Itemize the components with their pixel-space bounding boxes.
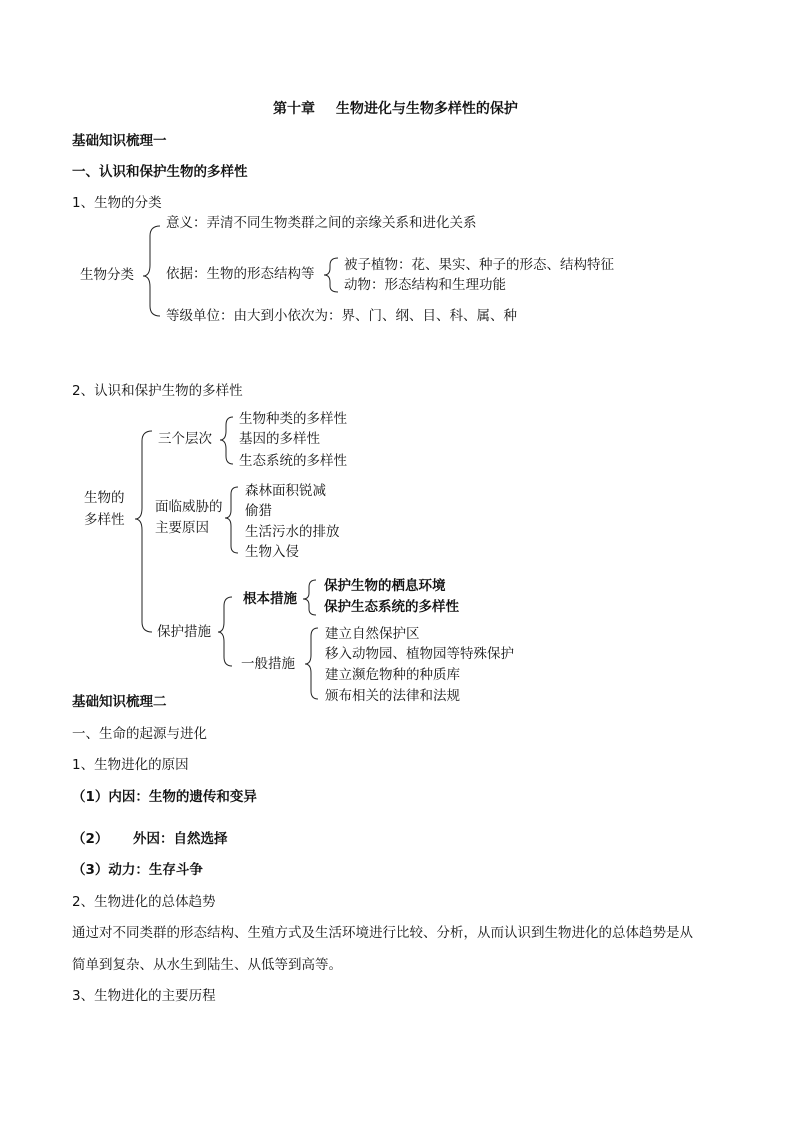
- node-threat-poaching: 偷猎: [245, 503, 272, 519]
- node-basis: 依据：生物的形态结构等: [166, 266, 315, 282]
- section-subheading-2: 一、生命的起源与进化: [72, 726, 207, 742]
- node-meaning: 意义：弄清不同生物类群之间的亲缘关系和进化关系: [166, 215, 477, 231]
- trend-text-line2: 简单到复杂、从水生到陆生、从低等到高等。: [72, 957, 342, 973]
- node-general-measures: 一般措施: [241, 656, 295, 672]
- bracket-basis: [324, 258, 338, 292]
- node-protect-habitat: 保护生物的栖息环境: [324, 578, 446, 594]
- paragraph-history: 3、生物进化的主要历程: [72, 988, 216, 1004]
- item-label-diversity: 2、认识和保护生物的多样性: [72, 383, 243, 399]
- bracket-fundamental: [303, 580, 316, 615]
- node-threats-line1: 面临威胁的: [155, 499, 223, 515]
- paragraph-causes: 1、生物进化的原因: [72, 757, 189, 773]
- node-diversity-root-line1: 生物的: [84, 490, 125, 506]
- cause-internal: （1）内因：生物的遗传和变异: [72, 789, 257, 805]
- node-protection: 保护措施: [157, 624, 211, 640]
- node-germplasm-bank: 建立濒危物种的种质库: [325, 667, 460, 683]
- node-threat-deforestation: 森林面积锐减: [245, 483, 326, 499]
- bracket-diversity: [135, 431, 152, 632]
- bracket-general: [305, 628, 318, 699]
- node-basis-animals: 动物：形态结构和生理功能: [344, 277, 506, 293]
- node-levels: 等级单位：由大到小依次为：界、门、纲、目、科、属、种: [166, 308, 517, 324]
- cause-external-number: （2）: [72, 831, 109, 847]
- node-protect-ecosystem: 保护生态系统的多样性: [324, 599, 459, 615]
- section-heading-1: 基础知识梳理一: [72, 133, 167, 149]
- node-basis-plants: 被子植物：花、果实、种子的形态、结构特征: [344, 257, 614, 273]
- node-classification-root: 生物分类: [80, 267, 134, 283]
- node-nature-reserve: 建立自然保护区: [325, 626, 420, 642]
- node-threats-line2: 主要原因: [155, 520, 209, 536]
- item-label-classification: 1、生物的分类: [72, 195, 162, 211]
- node-species-diversity: 生物种类的多样性: [239, 411, 347, 427]
- bracket-classification: [143, 226, 160, 316]
- node-diversity-root-line2: 多样性: [84, 512, 125, 528]
- bracket-protection: [218, 597, 232, 666]
- node-threat-sewage: 生活污水的排放: [245, 524, 340, 540]
- trend-text-line1: 通过对不同类群的形态结构、生殖方式及生活环境进行比较、分析，从而认识到生物进化的总体趋势是从: [72, 925, 693, 941]
- node-threat-invasion: 生物入侵: [245, 544, 299, 560]
- cause-driving-force: （3）动力：生存斗争: [72, 862, 203, 878]
- bracket-threats: [225, 487, 238, 553]
- node-zoo-protection: 移入动物园、植物园等特殊保护: [325, 646, 514, 662]
- section-subheading-1: 一、认识和保护生物的多样性: [72, 164, 248, 180]
- bracket-three-levels: [220, 417, 233, 464]
- page-title: 第十章 生物进化与生物多样性的保护: [273, 101, 518, 117]
- section-heading-2: 基础知识梳理二: [72, 694, 167, 710]
- node-laws: 颁布相关的法律和法规: [325, 688, 460, 704]
- cause-external: 外因：自然选择: [133, 831, 228, 847]
- node-three-levels: 三个层次: [158, 431, 212, 447]
- paragraph-trend: 2、生物进化的总体趋势: [72, 894, 216, 910]
- node-fundamental-measures: 根本措施: [243, 591, 297, 607]
- node-gene-diversity: 基因的多样性: [239, 431, 320, 447]
- node-ecosystem-diversity: 生态系统的多样性: [239, 453, 347, 469]
